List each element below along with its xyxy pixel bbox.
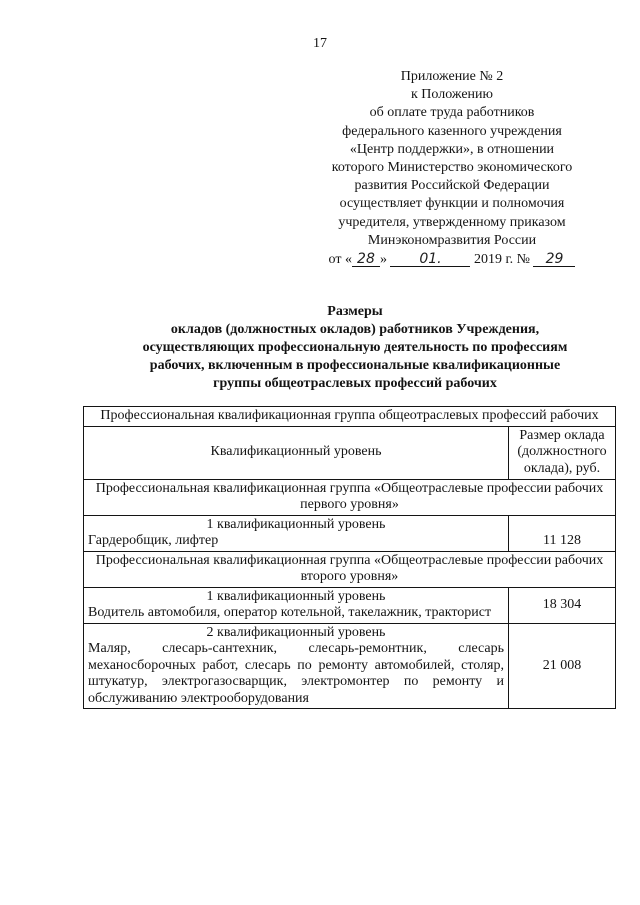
appendix-header: [322, 68, 582, 269]
number-label: №: [516, 252, 530, 268]
group-1-cell: Профессиональная квалификационная группа «Общеотраслевые профессии рабочих первого уровня»: [84, 479, 616, 515]
group-header-cell: Профессиональная квалификационная группа общеотраслевых профессий рабочих: [84, 407, 616, 427]
salary-value: 21 008: [509, 623, 616, 709]
salary-value: 18 304: [509, 587, 616, 623]
column-header-level: Квалификационный уровень: [84, 426, 509, 479]
appendix-line: которого Министерство экономического: [331, 160, 573, 176]
page-number: 17: [313, 36, 327, 51]
level-title: 2 квалификационный уровень: [206, 624, 386, 640]
group-2-cell: Профессиональная квалификационная группа «Общеотраслевые профессии рабочих второго уровня»: [84, 551, 616, 587]
title-line: рабочих, включенным в профессиональные квалификационные: [149, 358, 561, 373]
table-row: [84, 407, 616, 427]
salary-table: [83, 406, 616, 709]
level-jobs: Гардеробщик, лифтер: [88, 533, 219, 548]
appendix-line: Минэкономразвития России: [367, 232, 537, 248]
document-title: [0, 303, 640, 393]
level-jobs: Маляр, слесарь-сантехник, слесарь-ремонтник, слесарь механосборочных работ, слесарь по ремонту автомобилей, столяр, штукатур, электрогазосварщик, электромонтер по ремонту и обслуживанию электрооборудования: [88, 641, 504, 706]
table-row: [84, 479, 616, 515]
title-line: Размеры: [327, 304, 383, 319]
level-cell: [84, 623, 509, 709]
level-title: 1 квалификационный уровень: [206, 516, 386, 532]
appendix-line: к Положению: [410, 87, 493, 103]
appendix-line: осуществляет функции и полномочия: [339, 196, 565, 212]
order-date-line: [322, 251, 582, 269]
handwritten-day: 28: [352, 252, 380, 267]
level-jobs: Водитель автомобиля, оператор котельной, такелажник, тракторист: [88, 605, 492, 620]
level-cell: [84, 515, 509, 551]
level-cell: [84, 587, 509, 623]
date-prefix: от «: [328, 252, 352, 268]
table-row: [84, 515, 616, 551]
appendix-line: учредителя, утвержденному приказом: [338, 214, 566, 230]
column-header-salary: Размер оклада (должностного оклада), руб.: [509, 426, 616, 479]
handwritten-month: 01.: [390, 252, 470, 267]
table-row: [84, 623, 616, 709]
handwritten-number: 29: [533, 252, 575, 267]
appendix-line: федерального казенного учреждения: [342, 123, 562, 139]
date-year: 2019 г.: [473, 252, 514, 268]
title-line: группы общеотраслевых профессий рабочих: [213, 376, 497, 391]
level-title: 1 квалификационный уровень: [206, 588, 386, 604]
table-row: [84, 587, 616, 623]
table-row: [84, 551, 616, 587]
salary-value: 11 128: [509, 515, 616, 551]
appendix-line: об оплате труда работников: [369, 105, 535, 121]
date-day-close: »: [379, 252, 387, 268]
title-line: окладов (должностных окладов) работников Учреждения,: [170, 322, 540, 337]
appendix-line: «Центр поддержки», в отношении: [349, 141, 555, 157]
appendix-line: Приложение № 2: [400, 69, 504, 84]
appendix-line: развития Российской Федерации: [354, 178, 550, 194]
title-line: осуществляющих профессиональную деятельность по профессиям: [142, 340, 568, 355]
table-row: [84, 426, 616, 479]
